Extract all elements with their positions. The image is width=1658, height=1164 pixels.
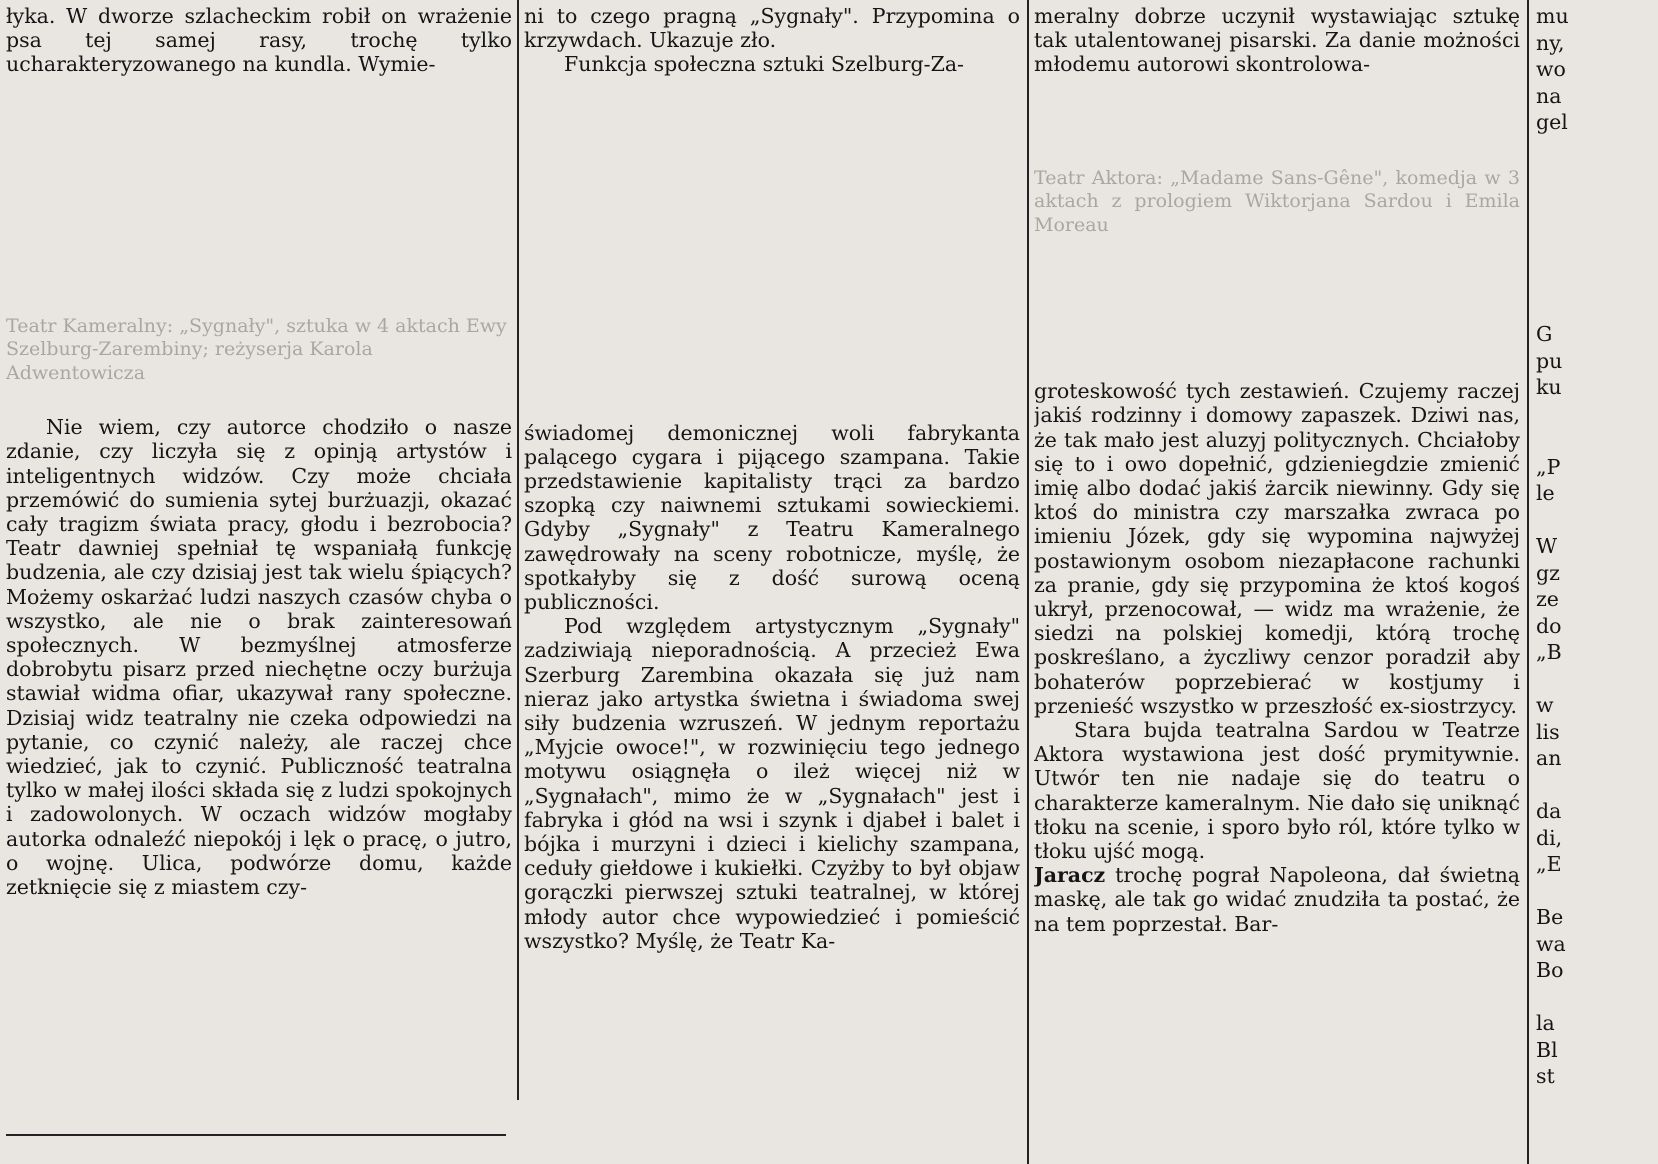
fragment-line: wo — [1536, 57, 1566, 81]
fragment-line: ny, — [1536, 30, 1565, 55]
actor-name: Jaracz — [1034, 863, 1106, 888]
column-2-top-text: ni to czego pragną „Sygnały". Przypomina o krzywdach. Ukazuje zło. — [524, 4, 1020, 53]
fragment-line — [1536, 985, 1658, 1012]
fragment-line: Bl — [1536, 1037, 1558, 1062]
fragment-line: gel — [1536, 110, 1568, 134]
column-1 — [6, 0, 512, 1164]
column-4-fragments — [1536, 0, 1658, 1164]
fragment-line — [1536, 667, 1658, 694]
fragment-line — [1536, 879, 1658, 906]
fragment-line — [1536, 296, 1658, 323]
fragment-line — [1536, 428, 1658, 455]
fragment-line: W — [1536, 534, 1558, 558]
column-divider — [1027, 0, 1029, 1164]
fragment-line: do — [1536, 613, 1562, 638]
fragment-line: Bo — [1536, 958, 1564, 982]
fragment-line: w — [1536, 693, 1554, 717]
fragment-line: ze — [1536, 587, 1559, 611]
fragment-line — [1536, 402, 1658, 429]
fragment-line: an — [1536, 746, 1562, 770]
review-heading-sygnaly: Teatr Kameralny: „Sygnały", sztuka w 4 aktach Ewy Szelburg-Zarembiny; reżyserja Karola Adwentowicza — [6, 314, 507, 384]
fragment-line — [1536, 163, 1658, 190]
paragraph: świadomej demonicznej woli fabrykanta palącego cygara i pijącego szampana. Takie przedstawienie kapitalisty trąci za bardzo szopką czy naiwnemi sztukami sowieckiemi. Gdyby „Sygnały" z Teatru Kameralnego zawędrowały na sceny robotnicze, myślę, że spotkałyby się z dość surową oceną publiczności. — [524, 420, 1020, 615]
paragraph — [1034, 863, 1520, 936]
fragment-line: na — [1536, 83, 1562, 108]
fragment-line — [1536, 773, 1658, 800]
fragment-line: di, — [1536, 825, 1563, 850]
paragraph: Stara bujda teatralna Sardou w Teatrze Aktora wystawiona jest dość prymitywnie. Utwór ten nie nadaje się do teatru o charakterze kameralnym. Nie dało się uniknąć tłoku na scenie, i sporo było ról, które tylko w tłoku ujść mogą. — [1034, 717, 1520, 863]
fragment-line: Be — [1536, 905, 1564, 929]
fragment-line: le — [1536, 481, 1555, 505]
fragment-line: „E — [1536, 852, 1562, 876]
fragment-line — [1536, 190, 1658, 217]
fragment-line: gz — [1536, 560, 1560, 585]
fragment-line — [1536, 243, 1658, 270]
fragment-line: wa — [1536, 931, 1566, 956]
fragment-line: st — [1536, 1064, 1555, 1088]
column-2-faded-text — [524, 77, 1020, 417]
column-3 — [1034, 0, 1520, 1164]
column-2-paragraph-start: Funkcja społeczna sztuki Szelburg-Za- — [564, 52, 964, 77]
fragment-line: „P — [1536, 454, 1561, 479]
paragraph-text: trochę pograł Napoleona, dał świetną maskę, ale tak go widać znudziła ta postać, że na tem poprzestał. Bar- — [1034, 863, 1520, 936]
column-3-faded-text — [1034, 255, 1520, 375]
column-2 — [524, 0, 1020, 1164]
column-divider — [1527, 0, 1529, 1164]
column-1-body — [6, 415, 512, 899]
column-1-faded-area — [6, 77, 512, 315]
paragraph: Nie wiem, czy autorce chodziło o nasze zdanie, czy liczyła się z opinją artystów i inteligentnych widzów. Czy może chciała przemówić do sumienia sytej burżuazji, okazać cały tragizm świata pracy, głodu i bezrobocia? Teatr dawniej spełniał tę wspaniałą funkcję budzenia, ale czy dzisiaj jest tak wielu śpiących? Możemy oskarżać ludzi naszych czasów chyba o wszystko, ale nie o brak zainteresowań społecznych. W bezmyślnej atmosferze dobrobytu pisarz przed niechętne oczy burżuja stawiał widma ofiar, ukazywał rany społeczne. Dzisiaj widz teatralny nie czeka odpowiedzi na pytanie, co czynić należy, ale raczej chce wiedzieć, jak to czynić. Publiczność teatralna tylko w małej ilości składa się z ludzi spokojnych i zadowolonych. W oczach widzów mogłaby autorka odnaleźć niepokój i lęk o pracę, o jutro, o wojnę. Ulica, podwórze domu, każde zetknięcie się z miastem czy- — [6, 415, 512, 899]
column-3-body — [1034, 379, 1520, 936]
fragment-line — [1536, 269, 1658, 296]
fragment-line: mu — [1536, 4, 1569, 28]
paragraph: Pod względem artystycznym „Sygnały" zadziwiają nieporadnością. A przecież Ewa Szerburg Zarembina okazała się już nam nieraz jako artystka świetna i świadoma swej siły budzenia wzruszeń. W jednym reportażu „Myjcie owoce!", w rozwinięciu tego jednego motywu osiągnęła o ileż więcej niż w „Sygnałach", mimo że w „Sygnałach" jest i fabryka i głód na wsi i szynk i djabeł i balet i bójka i murzyni i dzieci i kielichy szampana, ceduły giełdowe i kukiełki. Czyżby to był objaw gorączki pierwszej sztuki teatralnej, w której młody autor chce wypowiedzieć i pomieścić wszystko? Myślę, że Teatr Ka- — [524, 614, 1020, 953]
fragment-line: la — [1536, 1011, 1555, 1035]
fragment-line: da — [1536, 799, 1562, 823]
column-3-top-text: meralny dobrze uczynił wystawiając sztukę tak utalentowanej pisarski. Za danie możności młodemu autorowi skontrolowa- — [1034, 4, 1520, 77]
fragment-line: „B — [1536, 640, 1562, 664]
fragment-line: G — [1536, 322, 1553, 346]
column-divider — [517, 0, 519, 1100]
column-2-body — [524, 421, 1020, 953]
column-1-top-text: łyka. W dworze szlacheckim robił on wrażenie psa tej samej rasy, trochę tylko ucharakteryzowanego na kundla. Wymie- — [6, 4, 512, 77]
fragment-line — [1536, 508, 1658, 535]
paragraph: groteskowość tych zestawień. Czujemy raczej jakiś rodzinny i domowy zapaszek. Dziwi nas, że tak mało jest aluzyj politycznych. Chciałoby się to i owo dopełnić, gdzieniegdzie zmienić imię albo dodać jakiś żarcik niewinny. Gdy się ktoś do ministra czy marszałka zwraca po imieniu Józek, gdy się wypomina najwyżej postawionym osobom niezapłacone rachunki za pranie, gdy się przypomina że ktoś kogoś ukrył, przenocował, — widz ma wrażenie, że siedzi na polskiej komedji, którą trochę poskreślano, a życzliwy cenzor poradził aby bohaterów poprzebierać w kostjumy i przenieść wszystko w przeszłość ex-siostrzycy. — [1034, 379, 1520, 718]
fragment-line — [1536, 216, 1658, 243]
fragment-line: ku — [1536, 375, 1562, 399]
fragment-line: pu — [1536, 348, 1563, 373]
fragment-line — [1536, 137, 1658, 164]
fragment-line: lis — [1536, 719, 1560, 744]
review-heading-madame-sans-gene: Teatr Aktora: „Madame Sans-Gêne", komedja w 3 aktach z prologiem Wiktorjana Sardou i Emila Moreau — [1034, 166, 1520, 236]
column-1-bottom-rule — [6, 1134, 506, 1136]
